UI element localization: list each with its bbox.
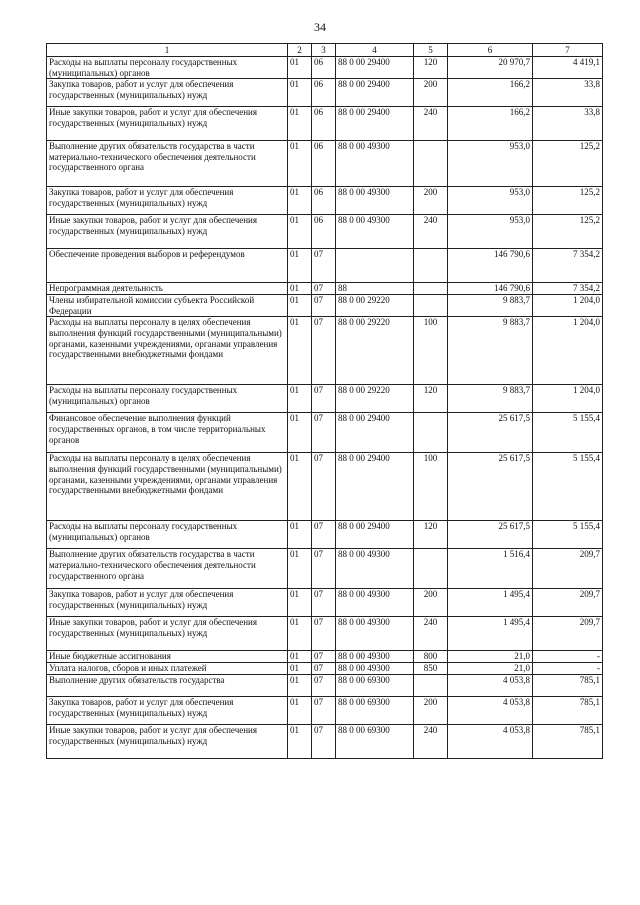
cell-expense-type: 240 <box>414 215 448 249</box>
cell-subsection: 07 <box>312 453 336 521</box>
cell-amount-plan: 953,0 <box>448 187 533 215</box>
cell-name: Расходы на выплаты персоналу в целях обеспечения выполнения функций государственными (муниципальными) органами, казенными учреждениями, органами управления государственными внебюджетными фондами <box>47 453 288 521</box>
cell-section: 01 <box>288 725 312 759</box>
cell-expense-type: 120 <box>414 385 448 413</box>
cell-section: 01 <box>288 385 312 413</box>
cell-section: 01 <box>288 651 312 663</box>
cell-target-article: 88 0 00 29400 <box>336 107 414 141</box>
cell-amount-fact: 209,7 <box>533 617 603 651</box>
cell-name: Расходы на выплаты персоналу государственных (муниципальных) органов <box>47 385 288 413</box>
cell-target-article: 88 0 00 29400 <box>336 57 414 79</box>
cell-target-article: 88 0 00 29220 <box>336 385 414 413</box>
cell-name: Закупка товаров, работ и услуг для обеспечения государственных (муниципальных) нужд <box>47 589 288 617</box>
table-row <box>47 385 603 413</box>
cell-section: 01 <box>288 249 312 283</box>
cell-target-article: 88 0 00 69300 <box>336 675 414 697</box>
cell-expense-type <box>414 295 448 317</box>
table-row <box>47 453 603 521</box>
cell-name: Расходы на выплаты персоналу государственных (муниципальных) органов <box>47 521 288 549</box>
cell-target-article: 88 0 00 49300 <box>336 549 414 589</box>
cell-target-article: 88 0 00 29400 <box>336 453 414 521</box>
table-row <box>47 283 603 295</box>
cell-target-article <box>336 249 414 283</box>
table-row <box>47 589 603 617</box>
cell-subsection: 06 <box>312 107 336 141</box>
table-row <box>47 141 603 187</box>
cell-subsection: 06 <box>312 57 336 79</box>
cell-target-article: 88 0 00 49300 <box>336 651 414 663</box>
cell-section: 01 <box>288 317 312 385</box>
cell-amount-plan: 146 790,6 <box>448 283 533 295</box>
cell-subsection: 07 <box>312 295 336 317</box>
table-row <box>47 549 603 589</box>
cell-name: Закупка товаров, работ и услуг для обеспечения государственных (муниципальных) нужд <box>47 79 288 107</box>
table-row <box>47 187 603 215</box>
cell-expense-type: 240 <box>414 725 448 759</box>
cell-amount-fact: 7 354,2 <box>533 249 603 283</box>
table-row <box>47 215 603 249</box>
cell-expense-type <box>414 675 448 697</box>
cell-target-article: 88 0 00 49300 <box>336 215 414 249</box>
cell-amount-fact: 1 204,0 <box>533 385 603 413</box>
cell-amount-plan: 146 790,6 <box>448 249 533 283</box>
cell-subsection: 06 <box>312 79 336 107</box>
header-col-1: 1 <box>47 44 288 57</box>
cell-section: 01 <box>288 675 312 697</box>
cell-section: 01 <box>288 215 312 249</box>
cell-name: Закупка товаров, работ и услуг для обеспечения государственных (муниципальных) нужд <box>47 697 288 725</box>
header-col-3: 3 <box>312 44 336 57</box>
cell-amount-plan: 4 053,8 <box>448 725 533 759</box>
cell-target-article: 88 0 00 69300 <box>336 697 414 725</box>
cell-name: Обеспечение проведения выборов и референдумов <box>47 249 288 283</box>
cell-name: Финансовое обеспечение выполнения функций государственных органов, в том числе территориальных органов <box>47 413 288 453</box>
cell-target-article: 88 0 00 49300 <box>336 141 414 187</box>
cell-amount-fact: - <box>533 651 603 663</box>
cell-section: 01 <box>288 453 312 521</box>
cell-amount-fact: 785,1 <box>533 675 603 697</box>
cell-expense-type <box>414 249 448 283</box>
cell-name: Выполнение других обязательств государства в части материально-технического обеспечения деятельности государственного органа <box>47 549 288 589</box>
cell-amount-plan: 25 617,5 <box>448 453 533 521</box>
cell-amount-plan: 166,2 <box>448 107 533 141</box>
cell-amount-plan: 20 970,7 <box>448 57 533 79</box>
cell-subsection: 07 <box>312 697 336 725</box>
cell-target-article: 88 0 00 29400 <box>336 413 414 453</box>
header-col-7: 7 <box>533 44 603 57</box>
cell-subsection: 07 <box>312 617 336 651</box>
cell-amount-plan: 1 495,4 <box>448 589 533 617</box>
cell-amount-fact: 125,2 <box>533 187 603 215</box>
header-col-5: 5 <box>414 44 448 57</box>
cell-target-article: 88 0 00 29400 <box>336 79 414 107</box>
cell-amount-plan: 21,0 <box>448 663 533 675</box>
cell-section: 01 <box>288 57 312 79</box>
cell-subsection: 07 <box>312 725 336 759</box>
cell-target-article: 88 <box>336 283 414 295</box>
cell-expense-type: 100 <box>414 453 448 521</box>
cell-amount-fact: 5 155,4 <box>533 453 603 521</box>
cell-amount-fact: 5 155,4 <box>533 521 603 549</box>
table-row <box>47 317 603 385</box>
cell-expense-type <box>414 141 448 187</box>
cell-amount-fact: 209,7 <box>533 589 603 617</box>
cell-name: Расходы на выплаты персоналу государственных (муниципальных) органов <box>47 57 288 79</box>
table-row <box>47 725 603 759</box>
cell-amount-fact: 1 204,0 <box>533 317 603 385</box>
cell-subsection: 07 <box>312 317 336 385</box>
cell-subsection: 07 <box>312 283 336 295</box>
cell-subsection: 07 <box>312 589 336 617</box>
cell-subsection: 06 <box>312 187 336 215</box>
table-row <box>47 79 603 107</box>
cell-section: 01 <box>288 413 312 453</box>
cell-section: 01 <box>288 107 312 141</box>
cell-name: Иные закупки товаров, работ и услуг для обеспечения государственных (муниципальных) нужд <box>47 725 288 759</box>
cell-amount-plan: 1 516,4 <box>448 549 533 589</box>
cell-subsection: 07 <box>312 651 336 663</box>
cell-amount-plan: 166,2 <box>448 79 533 107</box>
header-col-4: 4 <box>336 44 414 57</box>
cell-amount-fact: 785,1 <box>533 725 603 759</box>
cell-amount-plan: 953,0 <box>448 141 533 187</box>
cell-section: 01 <box>288 295 312 317</box>
table-row <box>47 675 603 697</box>
cell-target-article: 88 0 00 29220 <box>336 317 414 385</box>
cell-amount-fact: 33,8 <box>533 107 603 141</box>
cell-section: 01 <box>288 141 312 187</box>
cell-amount-plan: 4 053,8 <box>448 697 533 725</box>
cell-expense-type <box>414 283 448 295</box>
cell-subsection: 06 <box>312 141 336 187</box>
cell-expense-type <box>414 549 448 589</box>
cell-name: Непрограммная деятельность <box>47 283 288 295</box>
header-col-2: 2 <box>288 44 312 57</box>
table-row <box>47 413 603 453</box>
cell-section: 01 <box>288 283 312 295</box>
cell-name: Расходы на выплаты персоналу в целях обеспечения выполнения функций государственными (муниципальными) органами, казенными учреждениями, органами управления государственными внебюджетными фондами <box>47 317 288 385</box>
cell-name: Иные закупки товаров, работ и услуг для обеспечения государственных (муниципальных) нужд <box>47 617 288 651</box>
cell-target-article: 88 0 00 29400 <box>336 521 414 549</box>
cell-subsection: 07 <box>312 413 336 453</box>
cell-name: Иные закупки товаров, работ и услуг для обеспечения государственных (муниципальных) нужд <box>47 215 288 249</box>
table-row <box>47 57 603 79</box>
cell-amount-fact: 5 155,4 <box>533 413 603 453</box>
header-row <box>47 44 603 57</box>
table-row <box>47 651 603 663</box>
cell-amount-plan: 25 617,5 <box>448 413 533 453</box>
table-row <box>47 663 603 675</box>
cell-expense-type: 240 <box>414 107 448 141</box>
cell-expense-type: 120 <box>414 521 448 549</box>
cell-amount-plan: 9 883,7 <box>448 295 533 317</box>
cell-name: Иные бюджетные ассигнования <box>47 651 288 663</box>
cell-name: Закупка товаров, работ и услуг для обеспечения государственных (муниципальных) нужд <box>47 187 288 215</box>
table-row <box>47 617 603 651</box>
page-number: 34 <box>314 20 326 34</box>
cell-amount-plan: 9 883,7 <box>448 317 533 385</box>
cell-amount-fact: 785,1 <box>533 697 603 725</box>
table-row <box>47 295 603 317</box>
table-row <box>47 521 603 549</box>
cell-section: 01 <box>288 187 312 215</box>
table-row <box>47 697 603 725</box>
cell-expense-type: 800 <box>414 651 448 663</box>
cell-subsection: 07 <box>312 549 336 589</box>
cell-amount-fact: 1 204,0 <box>533 295 603 317</box>
budget-table <box>46 43 603 759</box>
cell-amount-fact: 4 419,1 <box>533 57 603 79</box>
cell-amount-fact: 33,8 <box>533 79 603 107</box>
table-row <box>47 249 603 283</box>
cell-expense-type: 850 <box>414 663 448 675</box>
cell-expense-type <box>414 413 448 453</box>
cell-expense-type: 120 <box>414 57 448 79</box>
cell-amount-plan: 953,0 <box>448 215 533 249</box>
table-row <box>47 107 603 141</box>
cell-amount-plan: 25 617,5 <box>448 521 533 549</box>
cell-expense-type: 240 <box>414 617 448 651</box>
cell-amount-plan: 21,0 <box>448 651 533 663</box>
cell-name: Иные закупки товаров, работ и услуг для обеспечения государственных (муниципальных) нужд <box>47 107 288 141</box>
cell-subsection: 06 <box>312 215 336 249</box>
cell-expense-type: 100 <box>414 317 448 385</box>
cell-section: 01 <box>288 521 312 549</box>
cell-amount-fact: 125,2 <box>533 215 603 249</box>
cell-target-article: 88 0 00 49300 <box>336 187 414 215</box>
cell-target-article: 88 0 00 29220 <box>336 295 414 317</box>
cell-section: 01 <box>288 79 312 107</box>
cell-subsection: 07 <box>312 675 336 697</box>
cell-name: Выполнение других обязательств государства <box>47 675 288 697</box>
cell-amount-fact: 7 354,2 <box>533 283 603 295</box>
cell-amount-fact: - <box>533 663 603 675</box>
cell-subsection: 07 <box>312 385 336 413</box>
cell-amount-fact: 125,2 <box>533 141 603 187</box>
cell-subsection: 07 <box>312 663 336 675</box>
cell-expense-type: 200 <box>414 697 448 725</box>
cell-amount-plan: 1 495,4 <box>448 617 533 651</box>
cell-name: Уплата налогов, сборов и иных платежей <box>47 663 288 675</box>
cell-subsection: 07 <box>312 249 336 283</box>
cell-target-article: 88 0 00 49300 <box>336 617 414 651</box>
cell-amount-plan: 4 053,8 <box>448 675 533 697</box>
cell-section: 01 <box>288 697 312 725</box>
cell-subsection: 07 <box>312 521 336 549</box>
cell-section: 01 <box>288 549 312 589</box>
cell-name: Выполнение других обязательств государства в части материально-технического обеспечения деятельности государственного органа <box>47 141 288 187</box>
cell-expense-type: 200 <box>414 79 448 107</box>
cell-target-article: 88 0 00 49300 <box>336 589 414 617</box>
cell-amount-plan: 9 883,7 <box>448 385 533 413</box>
cell-section: 01 <box>288 663 312 675</box>
header-col-6: 6 <box>448 44 533 57</box>
cell-name: Члены избирательной комиссии субъекта Российской Федерации <box>47 295 288 317</box>
cell-expense-type: 200 <box>414 187 448 215</box>
cell-expense-type: 200 <box>414 589 448 617</box>
cell-target-article: 88 0 00 49300 <box>336 663 414 675</box>
table-body <box>47 57 603 759</box>
cell-target-article: 88 0 00 69300 <box>336 725 414 759</box>
cell-section: 01 <box>288 617 312 651</box>
cell-amount-fact: 209,7 <box>533 549 603 589</box>
cell-section: 01 <box>288 589 312 617</box>
